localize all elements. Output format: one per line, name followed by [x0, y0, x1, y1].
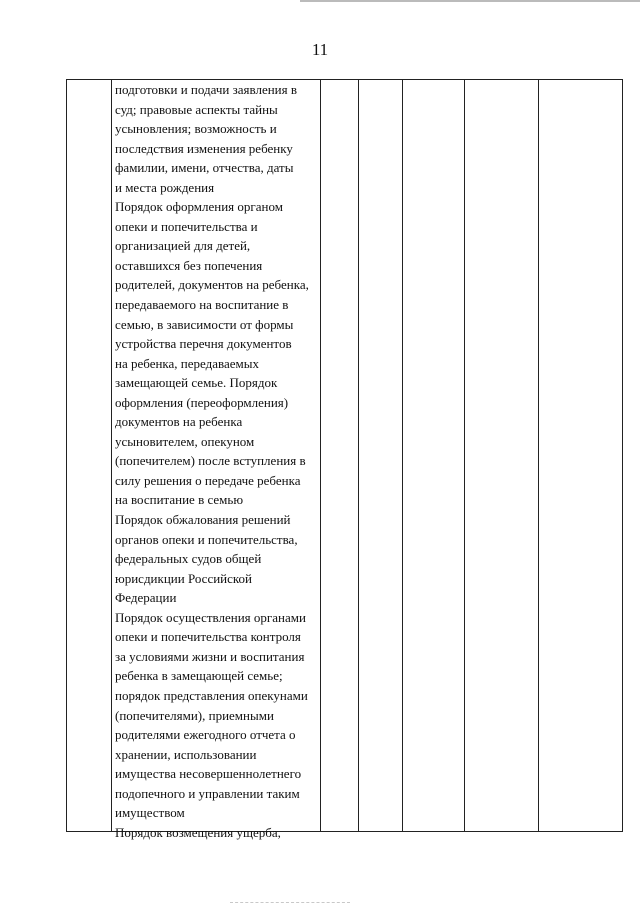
- text-line: устройства перечня документов: [115, 336, 292, 352]
- text-line: усыновления; возможность и: [115, 121, 277, 137]
- text-line: суд; правовые аспекты тайны: [115, 101, 278, 117]
- column-divider-1: [111, 79, 112, 832]
- text-line: документов на ребенка: [115, 414, 243, 430]
- text-line: родителями ежегодного отчета о: [115, 727, 296, 743]
- column-divider-6: [538, 79, 539, 832]
- text-line: последствия изменения ребенку: [115, 140, 293, 156]
- text-line: усыновителем, опекуном: [115, 433, 255, 449]
- page-number: 11: [311, 40, 329, 59]
- text-line: подопечного и управлении таким: [115, 785, 300, 801]
- text-line: подготовки и подачи заявления в: [115, 82, 297, 97]
- text-line: опеки и попечительства и: [115, 218, 258, 234]
- text-line: на воспитание в семью: [115, 492, 244, 508]
- text-line: оставшихся без попечения: [115, 257, 263, 273]
- scan-edge-bottom: [230, 902, 350, 904]
- text-line: силу решения о передаче ребенка: [115, 472, 301, 488]
- text-line: фамилии, имени, отчества, даты: [115, 160, 294, 176]
- text-line: органов опеки и попечительства,: [115, 531, 298, 547]
- text-line: замещающей семье. Порядок: [115, 375, 278, 391]
- text-line: семью, в зависимости от формы: [115, 316, 294, 332]
- text-line: порядок представления опекунами: [115, 687, 308, 703]
- text-line: федеральных судов общей: [115, 551, 262, 567]
- text-line: передаваемого на воспитание в: [115, 297, 289, 313]
- text-line: Федерации: [115, 590, 177, 606]
- scan-edge-top: [300, 0, 640, 2]
- text-line: родителей, документов на ребенка,: [115, 277, 309, 293]
- text-line: имущества несовершеннолетнего: [115, 766, 302, 782]
- text-line: на ребенка, передаваемых: [115, 355, 259, 371]
- text-line: опеки и попечительства контроля: [115, 629, 301, 645]
- column-divider-3: [358, 79, 359, 832]
- text-line: организацией для детей,: [115, 238, 251, 254]
- column-divider-4: [402, 79, 403, 832]
- text-line: Порядок оформления органом: [115, 199, 283, 215]
- text-line: юрисдикции Российской: [115, 570, 253, 586]
- text-line: Порядок возмещения ущерба,: [115, 824, 281, 840]
- text-line: (попечителями), приемными: [115, 707, 274, 723]
- text-line: и места рождения: [115, 179, 215, 195]
- text-line: Порядок осуществления органами: [115, 609, 306, 625]
- text-line: за условиями жизни и воспитания: [115, 648, 305, 664]
- text-line: Порядок обжалования решений: [115, 512, 291, 528]
- text-line: хранении, использовании: [115, 746, 257, 762]
- text-line: оформления (переоформления): [115, 394, 289, 410]
- text-line: (попечителем) после вступления в: [115, 453, 306, 469]
- column-divider-2: [320, 79, 321, 832]
- column-divider-5: [464, 79, 465, 832]
- text-line: имуществом: [115, 805, 185, 821]
- text-line: ребенка в замещающей семье;: [115, 668, 283, 684]
- table-cell-description: [115, 80, 320, 842]
